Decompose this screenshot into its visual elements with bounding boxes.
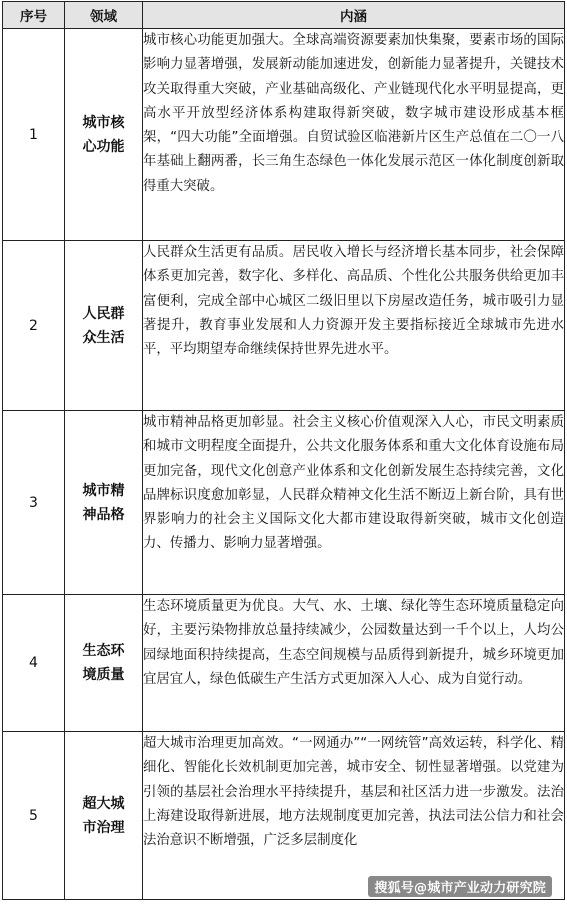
row-field	[65, 411, 143, 595]
header-content: 内涵	[143, 2, 565, 29]
row-content: 超大城市治理更加高效。“一网通办”“一网统管”高效运转，科学化、精细化、智能化长效机制更加完善，城市安全、韧性显著增强。以党建为引领的基层社会治理水平持续提升，基层和社区活力进一步激发。法治上海建设取得新进展，地方法规制度更加完善，执法司法公信力和社会法治意识不断增强，广泛多层制度化	[143, 732, 565, 900]
table-row	[3, 595, 565, 732]
row-number: 2	[3, 241, 65, 411]
row-field	[65, 241, 143, 411]
row-field-label: 人民群众生活	[82, 305, 125, 346]
header-row	[3, 2, 565, 29]
row-field	[65, 732, 143, 900]
table-body	[3, 29, 565, 900]
row-number: 4	[3, 595, 65, 732]
row-field-label: 超大城市治理	[82, 795, 125, 836]
table-row	[3, 29, 565, 241]
goals-table	[2, 1, 565, 900]
table-row	[3, 732, 565, 900]
row-number: 5	[3, 732, 65, 900]
row-number: 3	[3, 411, 65, 595]
row-content: 人民群众生活更有品质。居民收入增长与经济增长基本同步，社会保障体系更加完善，数字化、多样化、高品质、个性化公共服务供给更加丰富便利，完成全部中心城区二级旧里以下房屋改造任务，城市吸引力显著提升，教育事业发展和人力资源开发主要指标接近全球城市先进水平，平均期望寿命继续保持世界先进水平。	[143, 241, 565, 411]
row-content: 生态环境质量更为优良。大气、水、土壤、绿化等生态环境质量稳定向好，主要污染物排放总量持续减少，公园数量达到一千个以上，人均公园绿地面积持续提高，生态空间规模与品质得到新提升，城乡环境更加宜居宜人，绿色低碳生产生活方式更加深入人心、成为自觉行动。	[143, 595, 565, 732]
header-no: 序号	[3, 2, 65, 29]
row-content: 城市核心功能更加强大。全球高端资源要素加快集聚，要素市场的国际影响力显著增强，发展新动能加速进发，创新能力显著提升，关键技术攻关取得重大突破，产业基础高级化、产业链现代化水平明显提高，更高水平开放型经济体系构建取得新突破，数字城市建设形成基本框架，“四大功能”全面增强。自贸试验区临港新片区生产总值在二〇一八年基础上翻两番，长三角生态绿色一体化发展示范区一体化制度创新取得重大突破。	[143, 29, 565, 241]
table-sheet	[2, 1, 564, 903]
header-field: 领域	[65, 2, 143, 29]
watermark: 搜狐号@城市产业动力研究院	[368, 876, 552, 897]
table-row	[3, 241, 565, 411]
row-field-label: 城市核心功能	[82, 114, 125, 155]
row-field-label: 生态环境质量	[82, 643, 125, 683]
row-content: 城市精神品格更加彰显。社会主义核心价值观深入人心，市民文明素质和城市文明程度全面提升，公共文化服务体系和重大文化体育设施布局更加完备，现代文化创意产业体系和文化创新发展生态持续完善，文化品牌标识度愈加彰显，人民群众精神文化生活不断迈上新台阶，具有世界影响力的社会主义国际文化大都市建设取得新突破，城市文化创造力、传播力、影响力显著增强。	[143, 411, 565, 595]
row-field	[65, 29, 143, 241]
row-field-label: 城市精神品格	[82, 482, 125, 523]
row-field	[65, 595, 143, 732]
table-row	[3, 411, 565, 595]
row-number: 1	[3, 29, 65, 241]
table-header	[3, 2, 565, 29]
